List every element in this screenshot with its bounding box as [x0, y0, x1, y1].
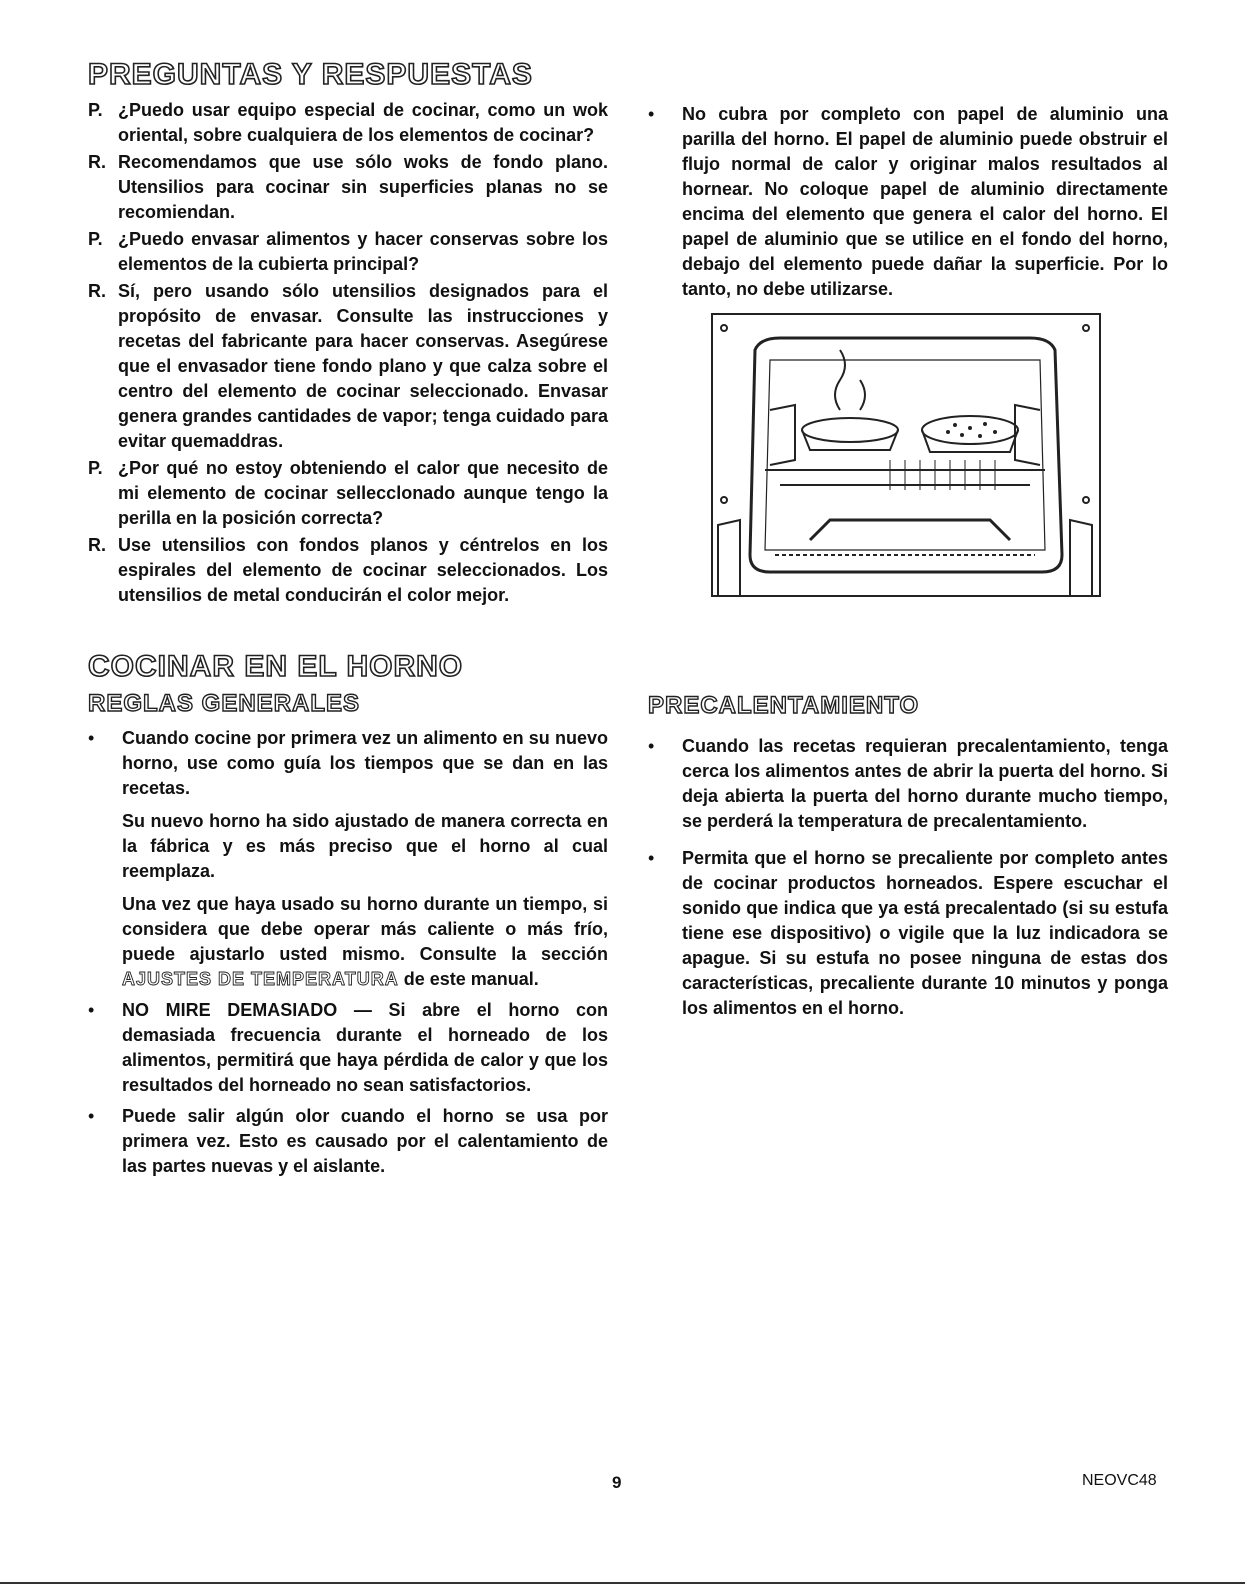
scan-edge-line — [0, 1582, 1245, 1584]
qa-tag: P. — [88, 458, 103, 478]
bullet-dot: • — [88, 1106, 95, 1126]
paragraph: Su nuevo horno ha sido ajustado de manera correcta en la fábrica y es más preciso que el horno al cual reemplaza. — [122, 811, 608, 881]
qa-text: ¿Por qué no estoy obteniendo el calor que necesito de mi elemento de cocinar sellecclonado aunque tengo la perilla en la posición correcta? — [118, 458, 608, 528]
qa-text: Recomendamos que use sólo woks de fondo plano. Utensilios para cocinar sin superficies planas no se recomiendan. — [118, 152, 608, 222]
list-item — [88, 998, 608, 1098]
bullet-dot: • — [88, 1000, 95, 1020]
model-code: NEOVC48 — [1082, 1472, 1157, 1489]
left-column — [88, 58, 608, 1185]
section-title-qa: PREGUNTAS Y RESPUESTAS — [88, 58, 533, 91]
qa-item — [88, 98, 608, 148]
qa-tag: R. — [88, 281, 106, 301]
list-item — [88, 726, 608, 801]
qa-tag: R. — [88, 535, 106, 555]
bullet-dot: • — [648, 848, 655, 868]
bullet-text: Puede salir algún olor cuando el horno se usa por primera vez. Esto es causado por el calentamiento de las partes nuevas y el aislante. — [122, 1106, 608, 1176]
paragraph-text: Una vez que haya usado su horno durante un tiempo, si considera que debe operar más caliente o más frío, puede ajustarlo usted mismo. Consulte la sección — [122, 894, 608, 964]
qa-item — [88, 150, 608, 225]
bullet-dot: • — [88, 728, 95, 748]
list-item — [648, 102, 1168, 302]
section-title-preheat: PRECALENTAMIENTO — [648, 692, 920, 719]
qa-item — [88, 533, 608, 608]
paragraph — [122, 892, 608, 992]
qa-text: Sí, pero usando sólo utensilios designados para el propósito de envasar. Consulte las instrucciones y recetas del fabricante para hacer conservas. Asegúrese que el envasador tiene fondo plano y que calza sobre el centro del elemento de cocinar seleccionado. Envasar genera grandes cantidades de vapor; tenga cuidado para evitar quemaddras. — [118, 281, 608, 451]
qa-text: Use utensilios con fondos planos y céntrelos en los espirales del elemento de cocinar seleccionados. Los utensilios de metal conducirán el color mejor. — [118, 535, 608, 605]
section-title-oven: COCINAR EN EL HORNO — [88, 650, 464, 683]
bullet-text: Cuando las recetas requieran precalentamiento, tenga cerca los alimentos antes de abrir la puerta del horno. Si deja abierta la puerta del horno durante mucho tiempo, se perderá la temperatura de precalentamiento. — [682, 736, 1168, 831]
bullet-text: NO MIRE DEMASIADO — Si abre el horno con demasiada frecuencia durante el horneado de los alimentos, permitirá que haya pérdida de calor y que los resultados del horneado no sean satisfactorios. — [122, 1000, 608, 1095]
qa-item — [88, 279, 608, 454]
bullet-dot: • — [648, 736, 655, 756]
list-item — [88, 1104, 608, 1179]
bullet-text: Permita que el horno se precaliente por completo antes de cocinar productos horneados. Espere escuchar el sonido que indica que ya está precalentado (si su estufa tiene ese dispositivo) o vigile que la luz indicadora se apague. Si su estufa no posee ninguna de estas dos características, precaliente durante 10 minutos y ponga los alimentos en el horno. — [682, 848, 1168, 1018]
qa-text: ¿Puedo usar equipo especial de cocinar, como un wok oriental, sobre cualquiera de los elementos de cocinar? — [118, 100, 608, 145]
section-reference: AJUSTES DE TEMPERATURA — [122, 969, 399, 989]
qa-tag: P. — [88, 229, 103, 249]
right-column-bottom — [648, 688, 1168, 1027]
page-number: 9 — [612, 1473, 622, 1492]
bullet-dot: • — [648, 104, 655, 124]
bullet-text: No cubra por completo con papel de aluminio una parilla del horno. El papel de aluminio puede obstruir el flujo normal de calor y originar malos resultados al hornear. No coloque papel de aluminio directamente encima del elemento que genera el calor del horno. El papel de aluminio que se utilice en el fondo del horno, debajo del elemento puede dañar la superficie. Por lo tanto, no debe utilizarse. — [682, 104, 1168, 299]
bullet-text: Cuando cocine por primera vez un alimento en su nuevo horno, use como guía los tiempos que se dan en las recetas. — [122, 728, 608, 798]
qa-tag: R. — [88, 152, 106, 172]
qa-item — [88, 227, 608, 277]
qa-item — [88, 456, 608, 531]
oven-illustration — [700, 310, 1110, 605]
list-item — [648, 846, 1168, 1021]
subsection-title-rules: REGLAS GENERALES — [88, 690, 361, 717]
qa-tag: P. — [88, 100, 103, 120]
paragraph-text: de este manual. — [403, 969, 539, 989]
qa-text: ¿Puedo envasar alimentos y hacer conservas sobre los elementos de la cubierta principal? — [118, 229, 608, 274]
right-column-top — [648, 102, 1168, 308]
list-item — [648, 734, 1168, 834]
